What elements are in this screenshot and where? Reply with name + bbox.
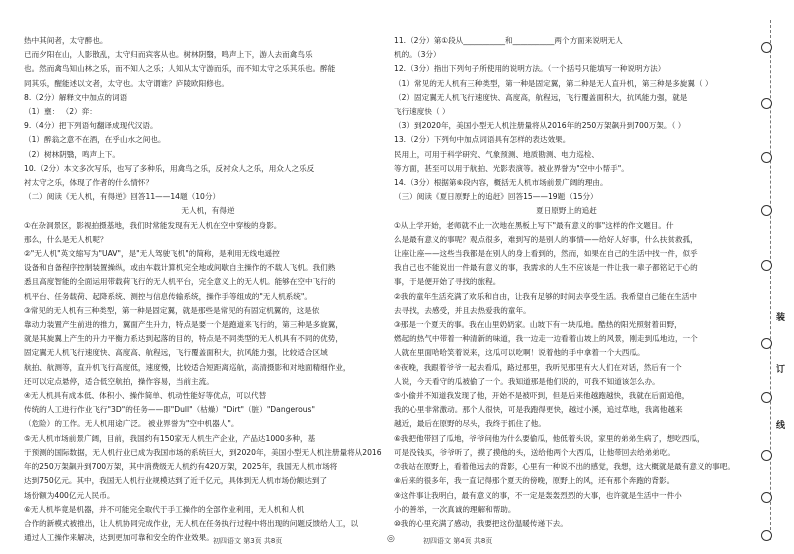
binding-hole-icon	[761, 205, 772, 216]
text-line: ⑩我的心里充满了感动，我要把这份温暖传递下去。	[394, 518, 568, 528]
text-line: 还可以定点悬停，适合低空航拍，操作容易，当前主流。	[24, 376, 214, 386]
text-line: 么是最有意义的事呢？观点很多，难到写的是别人的事情——给好人好事，什么扶贫救孤，	[394, 234, 698, 244]
text-line: ⑥无人机毕竟是机器，并不可能完全取代于手工操作的全部作业利用，无人机和人机	[24, 504, 305, 514]
text-line: 传统的人工进行作业飞行"3D"的任务——即"Dull"（枯燥）"Dirt"（脏）"Dangerous"	[24, 405, 315, 415]
text-line: 夏日原野上的追赶	[536, 206, 597, 216]
text-line: 9.（4分）把下列语句翻译成现代汉语。	[24, 121, 158, 131]
text-line: （3）到2020年，美国小型无人机注册量将从2016年的250万架飙升到700万架。（ ）	[394, 121, 686, 131]
text-line: ⑤无人机市场前景广阔，目前，我国约有150家无人机生产企业，产品达1000多种，基	[24, 433, 316, 443]
text-line: 12.（3分）指出下列句子所使用的说明方法。（一个括号只能填写一种说明方法）	[394, 64, 666, 74]
text-line: 衬太守之乐，体现了作者的什么情怀？	[24, 178, 154, 188]
text-line: 人说，今天看守的瓜被偷了一个。我知道那是他们说的，可我不知道该怎么办。	[394, 376, 660, 386]
text-line: （1）常见的无人机有三种类型，第一种是固定翼，第二种是无人直升机，第三种是多旋翼（ ）	[394, 78, 713, 88]
text-line: ⑨这件事让我明白，最有意义的事，不一定是轰轰烈烈的大事，也许就是生活中一件小	[394, 490, 682, 500]
text-line: ①在杂洞景区，影视拍摄基地，我们时常能发现有无人机在空中穿梭的身影。	[24, 220, 282, 230]
binding-hole-icon	[761, 98, 772, 109]
text-line: 通过人工操作来解决，达到更加可靠和安全的作业效果。	[24, 533, 214, 543]
binding-hole-icon	[761, 492, 772, 503]
text-line: （危险）的工作。无人机用途广泛。 被业界誉为"空中机器人"。	[24, 419, 239, 429]
footer-right: 初四语文 第4页 共8页	[423, 537, 493, 545]
binding-margin	[758, 20, 788, 540]
text-line: 我自己也不能说出一件最有意义的事，我需求的人生不应该是一件让我一辈子都铭记于心的	[394, 263, 698, 273]
text-line: ①从上学开始，老师就不止一次地在黑板上写下"最有意义的事"这样的作文题目。什	[394, 220, 674, 230]
binding-hole-icon	[761, 338, 772, 349]
text-line: （三）阅读《夏日原野上的追赶》回答15——19题（15分）	[394, 192, 598, 202]
text-line: 靠动力装置产生前进的推力，翼面产生升力，特点是要一个是跑道来飞行的，第三种是多旋翼，	[24, 320, 343, 330]
text-line: 机的。（3分）	[394, 50, 441, 60]
text-line: 于预测的国际数据，无人机行业已成为我国市场的系统巨大，到2020年，美国小型无人机注册量将从2016	[24, 447, 382, 457]
text-line: 让座让座——这些当我都是在别人的身上看到的，然而，如果在自己的生活中找一件，似乎	[394, 249, 698, 259]
binding-hole-icon	[761, 530, 772, 541]
text-line: ⑦我站在原野上，看着他远去的背影，心里有一种说不出的感觉，我想，这大概就是最有意义的事吧。	[394, 462, 735, 472]
text-line: ③那是一个夏天的事。我在山里奶奶家。山坡下有一块瓜地。酷热的阳光照射着田野，	[394, 320, 682, 330]
text-line: 已而夕阳在山，人影散乱，太守归而宾客从也。树林阴翳，鸣声上下，游人去而禽鸟乐	[24, 50, 313, 60]
text-line: 航拍、航测等，直升机飞行高度低，速度慢，比较适合短距离巡航，高清摄影和对地面精细作业，	[24, 362, 351, 372]
text-line: 人就在里面哈哈笑着说来，这瓜可以吃啊！说着他的手中拿着一个大西瓜。	[394, 348, 645, 358]
binding-hole-icon	[761, 260, 772, 271]
text-line: 飞行速度快（ ）	[394, 107, 450, 117]
text-line: 10.（2分）本文多次写乐，也写了多种乐，用禽鸟之乐，反衬众人之乐，用众人之乐反	[24, 163, 315, 173]
center-mark-icon: ◎	[387, 534, 395, 544]
text-line: 13.（2分）下列句中加点词语具有怎样的表达效果。	[394, 135, 571, 145]
text-line: 场份额为400亿元人民币。	[24, 490, 115, 500]
text-line: （2）固定翼无人机飞行速度快、高度高，航程远，飞行覆盖面积大，抗风能力强，就是	[394, 92, 688, 102]
text-line: ④无人机具有成本低、体积小、操作简单、机动性能好等优点，可以代替	[24, 391, 267, 401]
text-line: 机平台、任务载荷、起降系统、测控与信息传输系统，操作手等组成的"无人机系统"。	[24, 291, 312, 301]
text-line: （1）壅： （2）弈：	[24, 107, 97, 117]
binding-hole-icon	[761, 152, 772, 163]
text-line: 民用上，可用于科学研究、气象预测、地质勘测、电力巡检、	[394, 149, 600, 159]
text-line: 就是其旋翼上产生的升力平衡力系达到起落的目的，特点是不同类型的无人机具有不同的优势，	[24, 334, 343, 344]
text-line: 等方面，甚至可以用于航拍、光影表演等。被业界誉为"空中小帮手"。	[394, 163, 629, 173]
text-line: ⑥我把他带回了瓜地，爷爷问他为什么要偷瓜，他低着头说，家里的弟弟生病了，想吃西瓜，	[394, 433, 705, 443]
text-line: 越近，最后在原野的尽头，我终于抓住了他。	[394, 419, 546, 429]
text-line: 那么，什么是无人机呢？	[24, 234, 108, 244]
text-line: 我的心里非常激动。那个人很快，可是我跑得更快，越过小溪，追过草地，我离他越来	[394, 405, 683, 415]
text-line: 设备和自备程序控制装置操纵，或由车载计算机完全地或间歇自主操作的不载人飞机。我们熟	[24, 263, 336, 273]
text-line: 达到750亿元。其中，我国无人机行业规模达到了近千亿元，具体到无人机市场份额达到了	[24, 476, 328, 486]
text-line: 燃起的热气中带着一种清新的味道，我一边走一边看着山坡上的风景，刚走到瓜地边，一个	[394, 334, 698, 344]
binding-dashed-line	[770, 20, 771, 540]
text-line: 合作的新模式被推出，让人机协同完成作业，无人机在任务执行过程中将出现的问题反馈给人工，以	[24, 518, 359, 528]
text-line: 事，于是便开始了寻找的旅程。	[394, 277, 501, 287]
text-line: 同其乐，醒能述以文者，太守也。太守谓谁？庐陵欧阳修也。	[24, 78, 230, 88]
binding-hole-icon	[761, 392, 772, 403]
text-line: 悉且高度智能的全面运用带载荷飞行的无人机平台，完全意义上的无人机。能够在空中飞行的	[24, 277, 336, 287]
text-line: 也。然而禽鸟知山林之乐，而不知人之乐；人知从太守游而乐，而不知太守之乐其乐也。醉能	[24, 64, 336, 74]
text-line: ②"无人机"英文缩写为"UAV"，是"无人驾驶飞机"的简称，是利用无线电遥控	[24, 249, 280, 259]
text-line: 14.（3分）根据第⑥段内容，概括无人机市场前景广阔的理由。	[394, 178, 608, 188]
text-line: （1）醉翁之意不在酒，在乎山水之间也。	[24, 135, 166, 145]
text-line: 年的250万架飙升到700万架，其中消费级无人机约有420万架，2025年，我国无人机市场将	[24, 462, 338, 472]
text-line: 8.（2分）解释文中加点的词语	[24, 92, 128, 102]
text-line: ②我的童年生活充满了欢乐和自由，让我有足够的时间去享受生活。我希望自己能在生活中	[394, 291, 697, 301]
right-column	[394, 34, 739, 531]
footer-left: 初四语文 第3页 共8页	[213, 537, 283, 545]
binding-hole-icon	[761, 42, 772, 53]
binding-label-zhuang: 装	[776, 313, 786, 323]
text-line: 可是没钱买，爷爷听了，摸了摸他的头，送给他两个大西瓜，让他带回去给弟弟吃。	[394, 447, 675, 457]
text-line: ⑤小偷并不知道我发现了他，开始不是被吓到，但是后来他越跑越快，我就在后面追他，	[394, 391, 690, 401]
text-line: （2）树林阴翳，鸣声上下。	[24, 149, 120, 159]
text-line: ④夜晚，我跟着爷爷一起去看瓜，路过那里，我听见那里有大人们在对话，然后有一个	[394, 362, 682, 372]
text-line: 去寻找，去感受，并且去热爱我的童年。	[394, 305, 531, 315]
left-column	[24, 34, 392, 545]
text-line: 无人机，有得逆	[181, 206, 235, 216]
text-line: ⑧后来的很多年，我一直记得那个夏天的傍晚，原野上的风，还有那个奔跑的背影。	[394, 476, 675, 486]
text-line: 固定翼无人机飞行速度快、高度高、航程远，飞行覆盖面积大，抗风能力强，比较适合区域	[24, 348, 328, 358]
text-line: 11.（2分）第①段从___________和___________两个方面来说明无人	[394, 36, 623, 45]
text-line: ③常见的无人机有三种类型，第一种是固定翼，就是那些是常见的有固定机翼的，这是依	[24, 305, 320, 315]
text-line: 小的善举，一次真诚的理解和帮助。	[394, 504, 516, 514]
text-line: （二）阅读《无人机，有得逆》回答11——14题（10分）	[24, 192, 221, 202]
text-line: 热中其间者，太守醉也。	[24, 36, 108, 45]
binding-label-ding: 订	[776, 365, 786, 375]
binding-hole-icon	[761, 450, 772, 461]
binding-label-xian: 线	[776, 421, 786, 431]
